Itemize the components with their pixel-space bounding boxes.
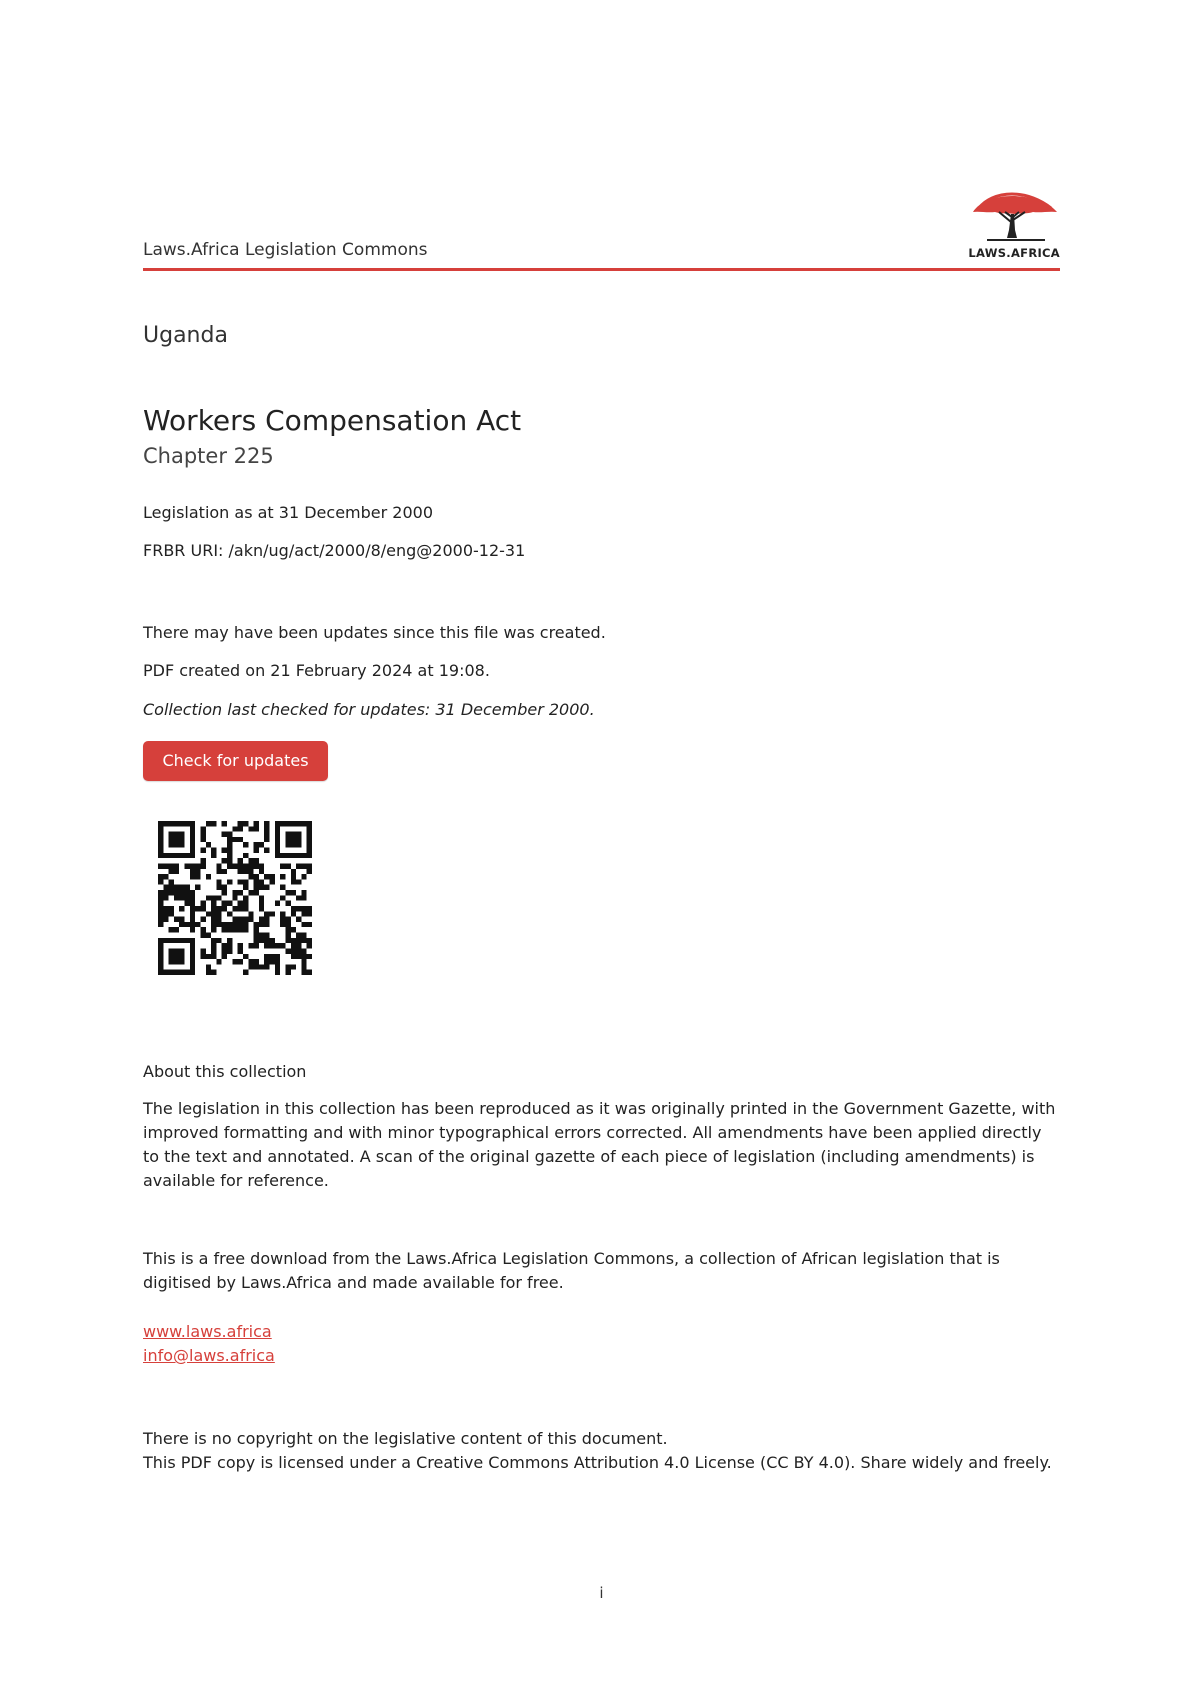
logo-wordmark: LAWS.AFRICA xyxy=(968,246,1060,260)
check-for-updates-button[interactable]: Check for updates xyxy=(143,741,328,781)
about-heading: About this collection xyxy=(143,1062,307,1081)
header-divider xyxy=(143,268,1060,271)
frbr-uri: FRBR URI: /akn/ug/act/2000/8/eng@2000-12-31 xyxy=(143,541,526,560)
qr-code[interactable] xyxy=(158,821,312,975)
email-link[interactable]: info@laws.africa xyxy=(143,1346,275,1365)
chapter: Chapter 225 xyxy=(143,444,274,468)
about-body: The legislation in this collection has been reproduced as it was originally printed in the Government Gazette, with improved formatting and with minor typographical errors corrected. All amendments have been applied directly to the text and annotated. A scan of the original gazette of each piece of legislation (including amendments) is available for reference. xyxy=(143,1099,1056,1190)
copyright-notice: There is no copyright on the legislative content of this document. xyxy=(143,1429,668,1448)
acacia-tree-icon xyxy=(965,190,1060,244)
laws-africa-logo xyxy=(965,190,1060,260)
page-header xyxy=(143,190,1060,270)
website-link[interactable]: www.laws.africa xyxy=(143,1322,272,1341)
update-notice: There may have been updates since this file was created. xyxy=(143,623,606,642)
pdf-created: PDF created on 21 February 2024 at 19:08. xyxy=(143,661,490,680)
act-title: Workers Compensation Act xyxy=(143,404,522,437)
qr-code-modules xyxy=(158,821,312,975)
header-title: Laws.Africa Legislation Commons xyxy=(143,240,428,260)
page-number: i xyxy=(599,1584,604,1602)
last-checked: Collection last checked for updates: 31 December 2000. xyxy=(143,700,595,719)
legislation-as-at: Legislation as at 31 December 2000 xyxy=(143,503,434,522)
country: Uganda xyxy=(143,323,228,348)
document-page xyxy=(143,0,1060,1696)
license-notice: This PDF copy is licensed under a Creative Commons Attribution 4.0 License (CC BY 4.0). Share widely and freely. xyxy=(143,1453,1052,1472)
free-download-notice: This is a free download from the Laws.Africa Legislation Commons, a collection of African legislation that is digitised by Laws.Africa and made available for free. xyxy=(143,1249,1000,1292)
